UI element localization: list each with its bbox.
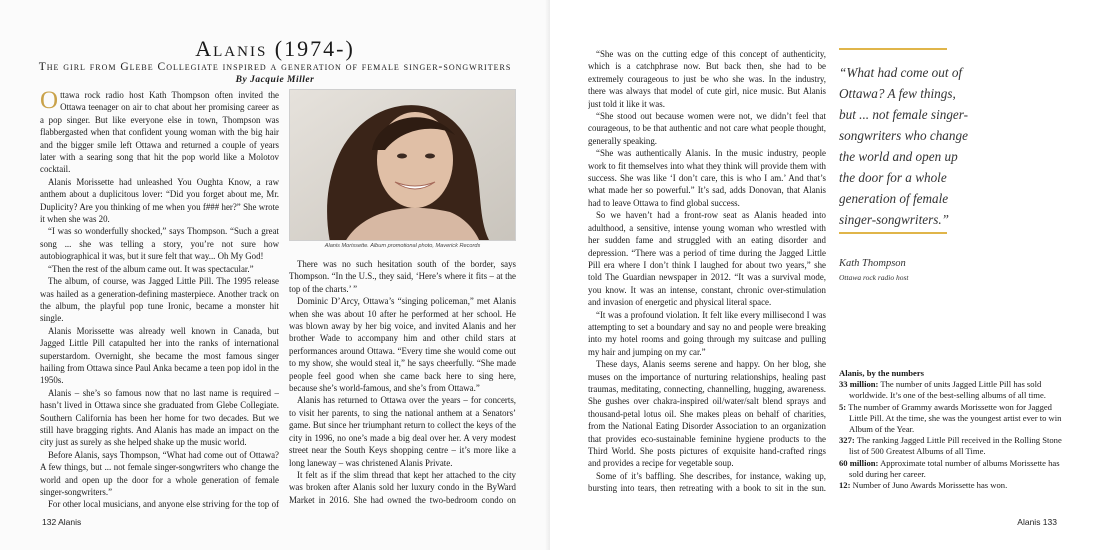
number-fact-text: The number of units Jagged Little Pill has sold worldwide. It’s one of the best-selling albums of all time. <box>849 379 1046 401</box>
number-fact <box>839 435 1063 457</box>
body-paragraph: “I was so wonderfully shocked,” says Thompson. “Such a great song ... she was telling a story, you’re not sure how autobiographical it was, but it sure felt that way... Oh My God! <box>40 226 279 262</box>
pull-quote: “What had come out of Ottawa? A few things, but ... not female singer-songwriters who change the world and open up the door for a whole generation of female singer-songwriters.” <box>839 65 969 227</box>
number-fact-figure: 60 million: <box>839 457 879 468</box>
body-paragraph: “She was authentically Alanis. In the music industry, people work to fit themselves into what they think will provide them with success. She was like ‘I don’t care, this is who I am.’ And that’s what made her so powerful.” It’s sad, adds Donovan, that Alanis had to leave Ottawa to find global success. <box>588 148 826 208</box>
body-paragraph: “It was a profound violation. It felt like every millisecond I was attempting to set a boundary and say no and people were breaking into my hotel rooms and going through my suitcase and pulling my hair and jumping on my car.” <box>588 309 826 357</box>
number-fact-text: The ranking Jagged Little Pill received in the Rolling Stone list of 500 Greatest Albums of all Time. <box>849 435 1062 457</box>
body-paragraph: Alanis Morissette was already well known in Canada, but Jagged Little Pill catapulted her into the ranks of international superstardom. Overnight, she became the most famous singer hailing from Ottawa since Paul Anka became a teen pop idol in the 1950s. <box>40 325 279 386</box>
pull-quote-attribution-name: Kath Thompson <box>839 258 906 269</box>
body-paragraph: These days, Alanis seems serene and happy. On her blog, she muses on the importance of nurturing relationships, healing past traumas, meditating, connecting, channelling, hugging, awareness. She gushes over chakra-inspired oil/water/salt blend sprays and thousand-petal lotus oil. She makes pleas on behalf of charities, from the National Eating Disorder Association to an organization that provides eco-sustainable feminine hygiene products to the Third World. She posts pictures of exquisite hand-crafted rings and provides a recipe for vegetable soup. <box>588 359 826 469</box>
article-column-2 <box>289 258 516 504</box>
photo-caption: Alanis Morissette. Album promotional photo, Maverick Records <box>324 243 481 249</box>
pull-quote-top-rule <box>839 48 947 50</box>
alanis-photo <box>289 89 516 241</box>
by-the-numbers-list <box>839 379 1063 491</box>
number-fact-figure: 33 million: <box>839 379 879 390</box>
pull-quote-bottom-rule <box>839 232 947 234</box>
body-paragraph: “She was on the cutting edge of this concept of authenticity, which is a catchphrase now. But back then, she had to be extremely courageous to just be who she was. In the industry, there was always that model of cute girl, nice music. But Alanis just told it like it was. <box>588 49 826 109</box>
by-the-numbers-box <box>839 368 1063 491</box>
article-column-3 <box>588 48 826 493</box>
number-fact-figure: 5: <box>839 401 847 412</box>
article-column-1 <box>40 89 279 509</box>
body-paragraph: For other local musicians, and anyone else striving for the top of <box>48 499 279 509</box>
body-paragraph: Some of it’s baffling. She describes, for instance, waking up, bursting into tears, then retreating with a book to sit in the sun. <box>588 470 826 493</box>
pull-quote-attribution-role: Ottawa rock radio host <box>839 273 909 282</box>
body-paragraph: There was no such hesitation south of the border, says Thompson. “In the U.S., they said, ‘Here’s where it fits – at the top of the charts.’ ” <box>289 259 516 294</box>
body-paragraph: Alanis Morissette had unleashed You Oughta Know, a raw anthem about a duplicitous lover: “Did you forget about me, Mr. Duplicity? Are you thinking of me when you f### her?” She wrote it when she was 20. <box>40 176 279 225</box>
number-fact-figure: 12: <box>839 480 851 491</box>
by-the-numbers-title: Alanis, by the numbers <box>839 368 924 378</box>
body-paragraph: Before Alanis, says Thompson, “What had come out of Ottawa? A few things, but ... not female singer-songwriters who change the world and open up the door for a whole generation of female singer-songwriters.” <box>40 449 279 497</box>
right-page <box>550 0 1100 550</box>
article-byline: By Jacquie Miller <box>235 75 315 85</box>
portrait-image <box>290 90 516 241</box>
body-paragraph: Dominic D’Arcy, Ottawa’s “singing policeman,” met Alanis when she was about 10 after he performed at her school. He was blown away by her big voice, and invited Alanis and her brother Wade to accompany him and other child stars at performances around Ottawa. “Every time she would come out to my show, she would steal it,” he says cheerfully. “She made people feel good when she came back here to sing here, because she’s world-famous, and she’s from Ottawa.” <box>289 296 516 394</box>
lead-paragraph-text: ttawa rock radio host Kath Thompson often invited the Ottawa teenager on air to chat about her promising career as a pop singer. But like everyone else in town, Thompson was flabbergasted when that confident young woman with the big hair and the bigger smile left Ottawa and returned a couple of years later with a searing song that hit the pop world like a Molotov cocktail. <box>40 90 279 175</box>
number-fact <box>839 480 1063 491</box>
drop-cap: O <box>40 89 59 114</box>
lead-paragraph <box>40 89 279 176</box>
body-paragraph: Alanis has returned to Ottawa over the years – for concerts, to visit her parents, to sing the national anthem at a Senators’ game. But since her triumphant return to collect the keys of the city in 1996, no one’s made a big deal over her. A very modest street near the South Keys shopping centre – it’s more like a long laneway – was christened Alanis Private. <box>289 395 516 468</box>
body-paragraph: The album, of course, was Jagged Little Pill. The 1995 release was hailed as a generation-defining masterpiece. Another track on the album, the playful pop tune Ironic, became a monster hit single. <box>40 276 279 324</box>
number-fact-text: Approximate total number of albums Morissette has sold during her career. <box>849 457 1060 479</box>
body-paragraph: It felt as if the slim thread that kept her attached to the city was broken after Alanis sold her luxury condo in the ByWard Market in 2016. She had owned the two-bedroom condo on <box>289 469 516 504</box>
column-1-paragraphs <box>40 176 279 509</box>
body-paragraph: So we haven’t had a front-row seat as Alanis headed into adulthood, a sensitive, intense young woman who wrestled with her sudden fame and struggled with an eating disorder and depression. “There was a period of time during the Jagged Little Pill era where I don’t think I laughed for about two years,” she told The Guardian newspaper in 2012. “It was a survival mode, you know. It was an intense, constant, chronic over-stimulation and invasion of energetic and physical literal space. <box>588 210 826 308</box>
number-fact <box>839 379 1063 401</box>
number-fact-text: Number of Juno Awards Morissette has won. <box>850 480 1008 491</box>
number-fact-figure: 327: <box>839 435 855 446</box>
body-paragraph: “She stood out because women were not, we didn’t feel that courageous, to be that authentic and not care what people thought, generally speaking. <box>588 111 826 146</box>
number-fact <box>839 458 1063 480</box>
page-number-right: Alanis 133 <box>1017 517 1057 527</box>
body-paragraph: “Then the rest of the album came out. It was spectacular.” <box>48 263 254 274</box>
article-title: Alanis (1974-) <box>195 36 355 61</box>
number-fact-text: The number of Grammy awards Morissette won for Jagged Little Pill. At the time, she was the youngest artist ever to win Album of the Year. <box>846 401 1062 435</box>
body-paragraph: Alanis – she’s so famous now that no last name is required – hasn’t lived in Ottawa since she graduated from Glebe Collegiate. Southern California has been her home for two decades. But we still have bragging rights. And Alanis has made an impact on the city just as surely as she helped shake up the music world. <box>40 387 279 448</box>
article-subtitle: The girl from Glebe Collegiate inspired a generation of female singer-songwriters <box>38 61 512 73</box>
page-number-left: 132 Alanis <box>42 517 82 527</box>
number-fact <box>839 402 1063 436</box>
